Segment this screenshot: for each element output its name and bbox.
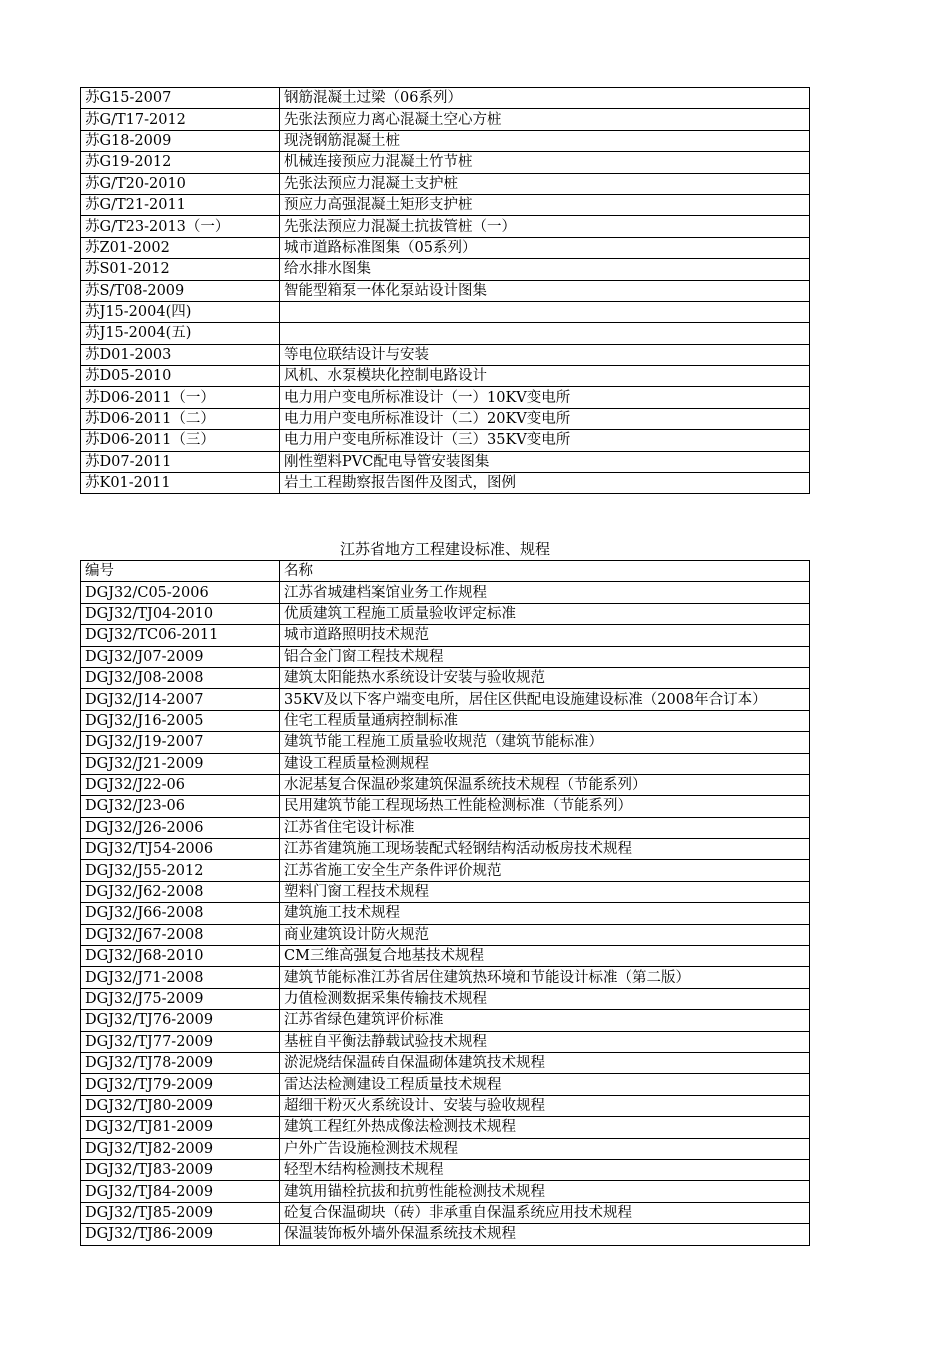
local-standards-table-body	[81, 561, 810, 1246]
standard-code-cell: DGJ32/TJ83-2009	[81, 1159, 280, 1180]
standard-code-cell: DGJ32/TJ85-2009	[81, 1202, 280, 1223]
standard-name-cell: 建筑工程红外热成像法检测技术规程	[280, 1117, 810, 1138]
standard-code-cell: 苏Z01-2002	[81, 237, 280, 258]
header-code: 编号	[81, 561, 280, 582]
standard-name-cell: 给水排水图集	[280, 259, 810, 280]
standard-code-cell: DGJ32/J62-2008	[81, 881, 280, 902]
table-row	[81, 451, 810, 472]
table-row	[81, 109, 810, 130]
standard-code-cell: DGJ32/J55-2012	[81, 860, 280, 881]
standard-name-cell: 预应力高强混凝土矩形支护桩	[280, 194, 810, 215]
standard-code-cell: 苏S01-2012	[81, 259, 280, 280]
table-row	[81, 1117, 810, 1138]
table-row	[81, 796, 810, 817]
table-row	[81, 1202, 810, 1223]
standard-code-cell: 苏G/T20-2010	[81, 173, 280, 194]
table-row	[81, 1159, 810, 1180]
standard-code-cell: DGJ32/TJ82-2009	[81, 1138, 280, 1159]
standard-name-cell: 钢筋混凝土过梁（06系列）	[280, 88, 810, 109]
standard-name-cell: 刚性塑料PVC配电导管安装图集	[280, 451, 810, 472]
standard-code-cell: DGJ32/J67-2008	[81, 924, 280, 945]
standard-name-cell: 岩土工程勘察报告图件及图式，图例	[280, 473, 810, 494]
table-row	[81, 194, 810, 215]
standard-code-cell: DGJ32/TJ79-2009	[81, 1074, 280, 1095]
standard-name-cell: 江苏省绿色建筑评价标准	[280, 1010, 810, 1031]
standard-name-cell: 电力用户变电所标准设计（三）35KV变电所	[280, 430, 810, 451]
standard-name-cell: 雷达法检测建设工程质量技术规程	[280, 1074, 810, 1095]
table-row	[81, 1095, 810, 1116]
standard-code-cell: 苏G19-2012	[81, 152, 280, 173]
standard-name-cell: 等电位联结设计与安装	[280, 344, 810, 365]
table-row	[81, 817, 810, 838]
standard-name-cell: 江苏省建筑施工现场装配式轻钢结构活动板房技术规程	[280, 839, 810, 860]
table-row	[81, 473, 810, 494]
standard-name-cell: 轻型木结构检测技术规程	[280, 1159, 810, 1180]
standard-name-cell: 建筑节能标准江苏省居住建筑热环境和节能设计标准（第二版）	[280, 967, 810, 988]
standard-name-cell: 机械连接预应力混凝土竹节桩	[280, 152, 810, 173]
standard-code-cell: DGJ32/J75-2009	[81, 988, 280, 1009]
standard-code-cell: DGJ32/J14-2007	[81, 689, 280, 710]
standard-code-cell: DGJ32/C05-2006	[81, 582, 280, 603]
standard-name-cell: 城市道路照明技术规范	[280, 625, 810, 646]
table-row	[81, 366, 810, 387]
table-row	[81, 408, 810, 429]
table-row	[81, 387, 810, 408]
standard-name-cell: 现浇钢筋混凝土桩	[280, 130, 810, 151]
standard-name-cell: 砼复合保温砌块（砖）非承重自保温系统应用技术规程	[280, 1202, 810, 1223]
standard-code-cell: 苏D07-2011	[81, 451, 280, 472]
table-row	[81, 1010, 810, 1031]
standard-code-cell: DGJ32/TJ81-2009	[81, 1117, 280, 1138]
table-row	[81, 988, 810, 1009]
table-row	[81, 301, 810, 322]
standard-name-cell: 民用建筑节能工程现场热工性能检测标准（节能系列）	[280, 796, 810, 817]
standard-name-cell: 建筑太阳能热水系统设计安装与验收规范	[280, 667, 810, 688]
table-row	[81, 646, 810, 667]
standard-name-cell: 铝合金门窗工程技术规程	[280, 646, 810, 667]
standard-name-cell: 江苏省施工安全生产条件评价规范	[280, 860, 810, 881]
standard-code-cell: DGJ32/J22-06	[81, 774, 280, 795]
table-row	[81, 839, 810, 860]
standard-name-cell: 优质建筑工程施工质量验收评定标准	[280, 603, 810, 624]
standard-name-cell: 城市道路标准图集（05系列）	[280, 237, 810, 258]
standard-code-cell: DGJ32/J66-2008	[81, 903, 280, 924]
section-title: 江苏省地方工程建设标准、规程	[339, 540, 550, 558]
standard-code-cell: 苏D06-2011（二）	[81, 408, 280, 429]
standard-name-cell: 建设工程质量检测规程	[280, 753, 810, 774]
table-row	[81, 774, 810, 795]
table-row	[81, 689, 810, 710]
table-row	[81, 1224, 810, 1245]
standard-name-cell: 智能型箱泵一体化泵站设计图集	[280, 280, 810, 301]
local-standards-table	[80, 560, 810, 1246]
standard-code-cell: DGJ32/TJ76-2009	[81, 1010, 280, 1031]
standard-name-cell	[280, 301, 810, 322]
standard-name-cell: 建筑用锚栓抗拔和抗剪性能检测技术规程	[280, 1181, 810, 1202]
standard-code-cell: 苏G18-2009	[81, 130, 280, 151]
table-row	[81, 603, 810, 624]
table-row	[81, 130, 810, 151]
standard-name-cell: 江苏省城建档案馆业务工作规程	[280, 582, 810, 603]
standard-code-cell: DGJ32/J71-2008	[81, 967, 280, 988]
standard-code-cell: DGJ32/J08-2008	[81, 667, 280, 688]
table-row	[81, 924, 810, 945]
table-row	[81, 732, 810, 753]
standard-code-cell: DGJ32/TJ80-2009	[81, 1095, 280, 1116]
standard-code-cell: DGJ32/J19-2007	[81, 732, 280, 753]
standard-code-cell: DGJ32/J16-2005	[81, 710, 280, 731]
standard-code-cell: DGJ32/J26-2006	[81, 817, 280, 838]
table-row	[81, 582, 810, 603]
standards-atlas-table	[80, 87, 810, 494]
table-row	[81, 710, 810, 731]
table-row	[81, 1052, 810, 1073]
standard-code-cell: DGJ32/J21-2009	[81, 753, 280, 774]
table-row	[81, 753, 810, 774]
standard-code-cell: DGJ32/TJ04-2010	[81, 603, 280, 624]
standard-code-cell: 苏D06-2011（三）	[81, 430, 280, 451]
table-row	[81, 430, 810, 451]
standard-code-cell: 苏G/T17-2012	[81, 109, 280, 130]
standard-name-cell: 力值检测数据采集传输技术规程	[280, 988, 810, 1009]
table-row	[81, 237, 810, 258]
standard-code-cell: DGJ32/TC06-2011	[81, 625, 280, 646]
standard-code-cell: 苏S/T08-2009	[81, 280, 280, 301]
standard-code-cell: 苏J15-2004(四)	[81, 301, 280, 322]
standard-name-cell: 35KV及以下客户端变电所，居住区供配电设施建设标准（2008年合订本）	[280, 689, 810, 710]
standard-name-cell: 建筑节能工程施工质量验收规范（建筑节能标准）	[280, 732, 810, 753]
table-row	[81, 344, 810, 365]
standard-name-cell	[280, 323, 810, 344]
standard-name-cell: 电力用户变电所标准设计（二）20KV变电所	[280, 408, 810, 429]
table-row	[81, 173, 810, 194]
standard-code-cell: 苏G/T21-2011	[81, 194, 280, 215]
standard-code-cell: 苏J15-2004(五)	[81, 323, 280, 344]
table-row	[81, 323, 810, 344]
standard-code-cell: DGJ32/TJ77-2009	[81, 1031, 280, 1052]
standard-code-cell: 苏G/T23-2013（一）	[81, 216, 280, 237]
standard-name-cell: 水泥基复合保温砂浆建筑保温系统技术规程（节能系列）	[280, 774, 810, 795]
table-row	[81, 967, 810, 988]
standard-name-cell: 先张法预应力混凝土支护桩	[280, 173, 810, 194]
standard-code-cell: DGJ32/TJ84-2009	[81, 1181, 280, 1202]
standard-name-cell: 建筑施工技术规程	[280, 903, 810, 924]
table-row	[81, 1031, 810, 1052]
standard-code-cell: 苏D06-2011（一）	[81, 387, 280, 408]
standard-name-cell: 淤泥烧结保温砖自保温砌体建筑技术规程	[280, 1052, 810, 1073]
table-row	[81, 152, 810, 173]
table-row	[81, 625, 810, 646]
standard-code-cell: DGJ32/J68-2010	[81, 946, 280, 967]
standard-name-cell: 江苏省住宅设计标准	[280, 817, 810, 838]
standard-name-cell: 户外广告设施检测技术规程	[280, 1138, 810, 1159]
standard-name-cell: 住宅工程质量通病控制标准	[280, 710, 810, 731]
standard-code-cell: DGJ32/TJ78-2009	[81, 1052, 280, 1073]
standard-code-cell: 苏D05-2010	[81, 366, 280, 387]
standard-name-cell: 先张法预应力混凝土抗拔管桩（一）	[280, 216, 810, 237]
table-row	[81, 881, 810, 902]
table-row	[81, 903, 810, 924]
header-name: 名称	[280, 561, 810, 582]
standard-code-cell: DGJ32/TJ86-2009	[81, 1224, 280, 1245]
standard-name-cell: 超细干粉灭火系统设计、安装与验收规程	[280, 1095, 810, 1116]
table-row	[81, 88, 810, 109]
table-row	[81, 667, 810, 688]
standard-name-cell: 先张法预应力离心混凝土空心方桩	[280, 109, 810, 130]
standard-code-cell: DGJ32/J07-2009	[81, 646, 280, 667]
table-row	[81, 216, 810, 237]
table-row	[81, 1074, 810, 1095]
standards-atlas-table-body	[81, 88, 810, 494]
standard-code-cell: 苏K01-2011	[81, 473, 280, 494]
standard-code-cell: DGJ32/TJ54-2006	[81, 839, 280, 860]
standard-name-cell: 保温装饰板外墙外保温系统技术规程	[280, 1224, 810, 1245]
standard-name-cell: 基桩自平衡法静载试验技术规程	[280, 1031, 810, 1052]
table-row	[81, 946, 810, 967]
table-row	[81, 259, 810, 280]
standard-name-cell: 风机、水泵模块化控制电路设计	[280, 366, 810, 387]
standard-code-cell: 苏D01-2003	[81, 344, 280, 365]
standard-code-cell: DGJ32/J23-06	[81, 796, 280, 817]
table-row	[81, 860, 810, 881]
table-header-row	[81, 561, 810, 582]
table-row	[81, 1138, 810, 1159]
standard-name-cell: 电力用户变电所标准设计（一）10KV变电所	[280, 387, 810, 408]
table-row	[81, 280, 810, 301]
table-row	[81, 1181, 810, 1202]
standard-name-cell: CM三维高强复合地基技术规程	[280, 946, 810, 967]
standard-code-cell: 苏G15-2007	[81, 88, 280, 109]
standard-name-cell: 塑料门窗工程技术规程	[280, 881, 810, 902]
standard-name-cell: 商业建筑设计防火规范	[280, 924, 810, 945]
